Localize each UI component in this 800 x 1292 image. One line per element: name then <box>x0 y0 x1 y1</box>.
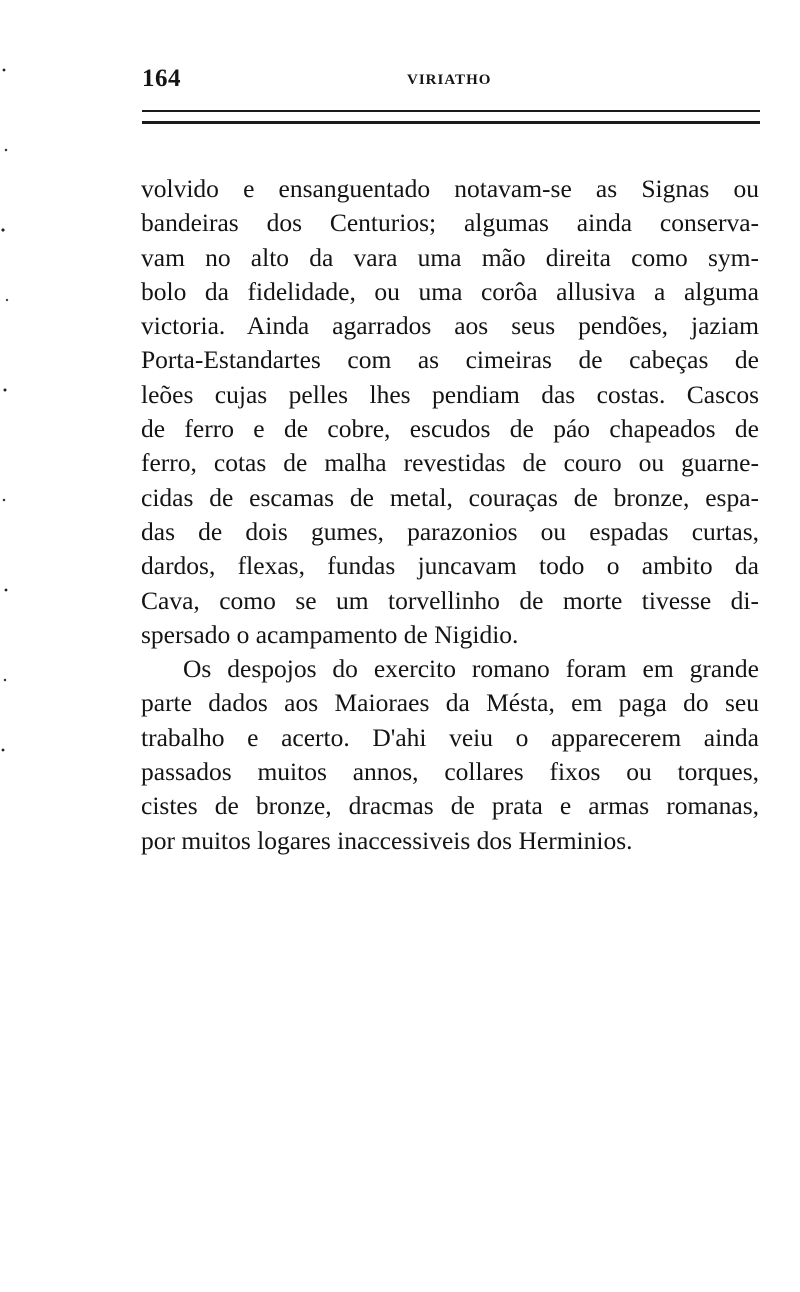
running-title: VIRIATHO <box>407 72 492 88</box>
text-line: bolo da fidelidade, ou uma corôa allusiva a alguma <box>141 276 759 306</box>
text-line: leões cujas pelles lhes pendiam das costas. Cascos <box>141 379 759 409</box>
text-line: cistes de bronze, dracmas de prata e armas romanas, <box>141 791 759 821</box>
text-line: dardos, flexas, fundas juncavam todo o ambito da <box>141 551 759 581</box>
header-rule-thin <box>142 110 760 112</box>
text-line: volvido e ensanguentado notavam-se as Signas ou <box>141 174 759 203</box>
gutter-speckle <box>0 30 14 770</box>
text-line: Os despojos do exercito romano foram em grande <box>183 654 759 684</box>
text-line: bandeiras dos Centurios; algumas ainda conserva- <box>141 208 759 238</box>
text-line: passados muitos annos, collares fixos ou torques, <box>141 757 759 787</box>
text-line: cidas de escamas de metal, couraças de bronze, espa- <box>141 482 759 512</box>
text-line: Porta-Estandartes com as cimeiras de cabeças de <box>141 345 759 375</box>
text-line: parte dados aos Maioraes da Mésta, em paga do seu <box>141 688 759 718</box>
text-line: trabalho e acerto. D'ahi veiu o apparecerem ainda <box>141 722 759 752</box>
body-text <box>141 172 759 858</box>
text-line: victoria. Ainda agarrados aos seus pendões, jaziam <box>141 311 759 341</box>
text-line: das de dois gumes, parazonios ou espadas curtas, <box>141 516 759 546</box>
text-line: ferro, cotas de malha revestidas de couro ou guarne- <box>141 448 759 478</box>
text-line: de ferro e de cobre, escudos de páo chapeados de <box>141 414 759 444</box>
text-line: spersado o acampamento de Nigidio. <box>141 619 519 649</box>
page-number: 164 <box>142 65 181 92</box>
text-line: por muitos logares inaccessiveis dos Herminios. <box>141 825 633 855</box>
running-head <box>142 64 760 98</box>
text-line: Cava, como se um torvellinho de morte tivesse di- <box>141 585 759 615</box>
header-rule-thick <box>142 121 760 124</box>
text-line: vam no alto da vara uma mão direita como sym- <box>141 242 759 272</box>
